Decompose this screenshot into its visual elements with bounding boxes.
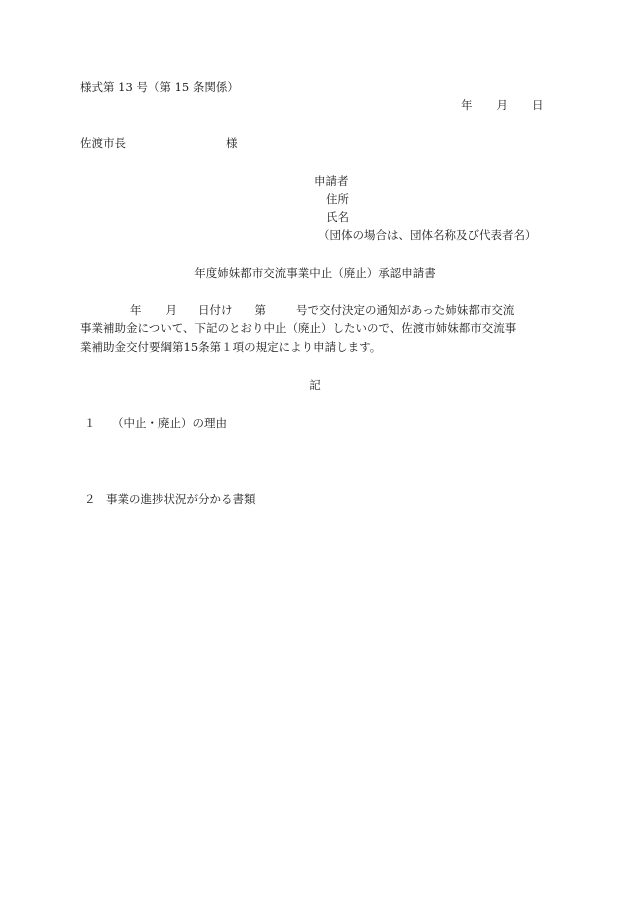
item-text: 事業の進捗状況が分かる書類	[106, 492, 256, 506]
document-title: 年度姉妹都市交流事業中止（廃止）承認申請書	[194, 266, 436, 280]
name-label: 氏名	[326, 210, 349, 224]
form-number: 様式第 13 号（第 15 条関係）	[80, 80, 239, 94]
org-note: （団体の場合は、団体名称及び代表者名）	[318, 228, 537, 242]
body-dai: 第	[254, 303, 266, 317]
item-number: ２	[84, 492, 96, 506]
item-number: １	[84, 416, 96, 430]
date-day-label: 日	[532, 98, 544, 112]
body-month: 月	[165, 303, 177, 317]
body-day: 日付け	[198, 303, 233, 317]
list-item	[84, 494, 256, 506]
date-year-label: 年	[461, 98, 473, 112]
date-month-label: 月	[496, 98, 508, 112]
body-year: 年	[130, 303, 142, 317]
ki-heading: 記	[309, 378, 321, 392]
applicant-label: 申請者	[314, 174, 349, 188]
addressee-honorific: 様	[226, 136, 238, 150]
date-line	[461, 100, 544, 112]
address-label: 住所	[326, 192, 349, 206]
list-item	[84, 418, 227, 430]
addressee-name: 佐渡市長	[80, 136, 126, 150]
item-text: （中止・廃止）の理由	[112, 416, 227, 430]
body-line-3: 業補助金交付要綱第15条第１項の規定により申請します。	[80, 340, 382, 354]
body-line-2: 事業補助金について、下記のとおり中止（廃止）したいので、佐渡市姉妹都市交流事	[80, 321, 517, 335]
body-line-1-tail: 号で交付決定の通知があった姉妹都市交流	[296, 303, 515, 317]
body-line-1	[130, 305, 514, 317]
